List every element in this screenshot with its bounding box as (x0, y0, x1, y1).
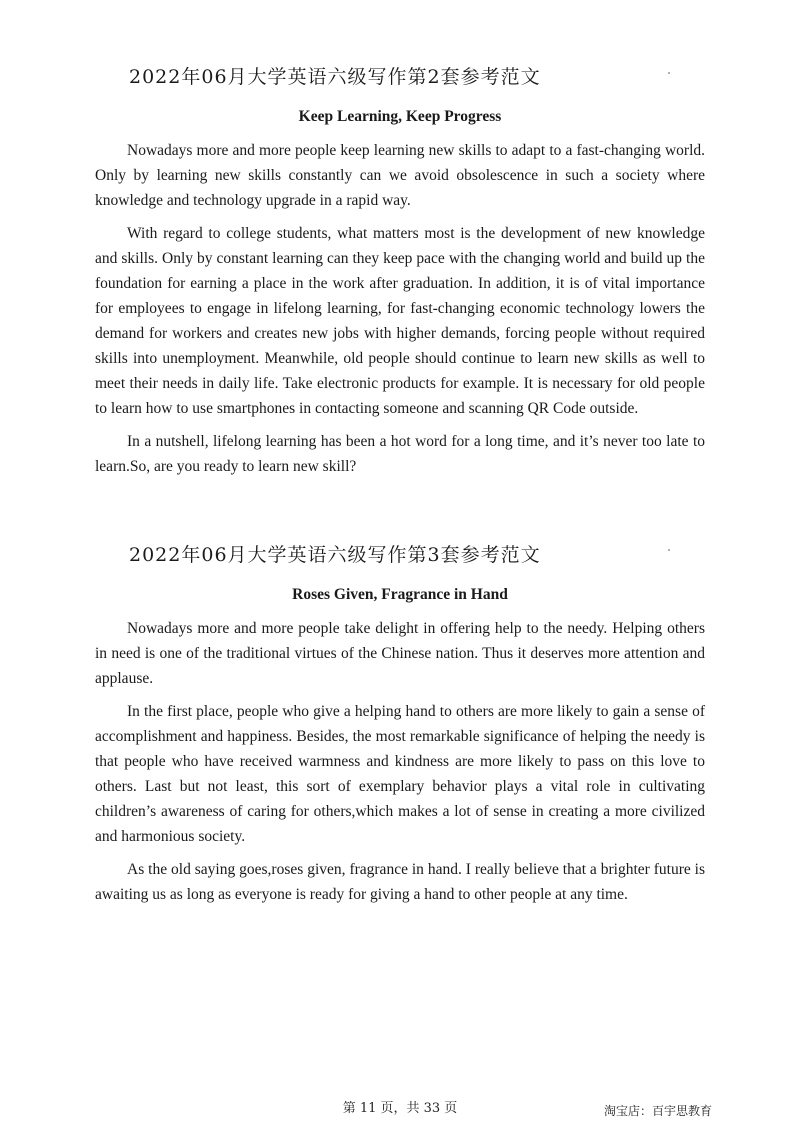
section-heading: 2022年06月大学英语六级写作第2套参考范文 (129, 66, 541, 88)
scan-speck (668, 72, 670, 74)
paragraph: In the first place, people who give a helping hand to others are more likely to gain a sense of accomplishment and happiness. Besides, the most remarkable significance of helping the needy is that people who have received warmness and kindness are more likely to pass on this love to others. Last but not least, this sort of exemplary behavior plays a vital role in cultivating children’s awareness of caring for others,which makes a lot of sense in creating a more civilized and harmonious society. (95, 703, 705, 845)
paragraph: Nowadays more and more people keep learning new skills to adapt to a fast-changing world. Only by learning new skills constantly can we avoid obsolescence in such a society where knowledge and technology upgrade in a rapid way. (95, 142, 705, 209)
page-number: 第 11 页，共 33 页 (342, 1101, 458, 1116)
paragraph: In a nutshell, lifelong learning has been a hot word for a long time, and it’s never too late to learn.So, are you ready to learn new skill? (95, 433, 705, 475)
essay-section-2 (95, 62, 705, 479)
paragraph: With regard to college students, what matters most is the development of new knowledge and skills. Only by constant learning can they keep pace with the changing world and build up the foundation for earning a place in the work after graduation. In addition, it is of vital importance for employees to engage in lifelong learning, for fast-changing economic technology lowers the demand for workers and creates new jobs with higher demands, forcing people without required skills into unemployment. Meanwhile, old people should continue to learn new skills as well to meet their needs in daily life. Take electronic products for example. It is necessary for old people to learn how to use smartphones in contacting someone and scanning QR Code outside. (95, 225, 705, 417)
section-heading: 2022年06月大学英语六级写作第3套参考范文 (129, 544, 541, 566)
paragraph: Nowadays more and more people take delight in offering help to the needy. Helping others in need is one of the traditional virtues of the Chinese nation. Thus it deserves more attention and applause. (95, 620, 705, 687)
shop-watermark: 淘宝店：百宇思教育 (603, 1104, 712, 1118)
essay-title: Keep Learning, Keep Progress (298, 108, 502, 125)
essay-section-3 (95, 540, 705, 907)
scan-speck (668, 549, 670, 551)
essay-title: Roses Given, Fragrance in Hand (292, 586, 508, 603)
paragraph: As the old saying goes,roses given, fragrance in hand. I really believe that a brighter future is awaiting us as long as everyone is ready for giving a hand to other people at any time. (95, 861, 705, 903)
